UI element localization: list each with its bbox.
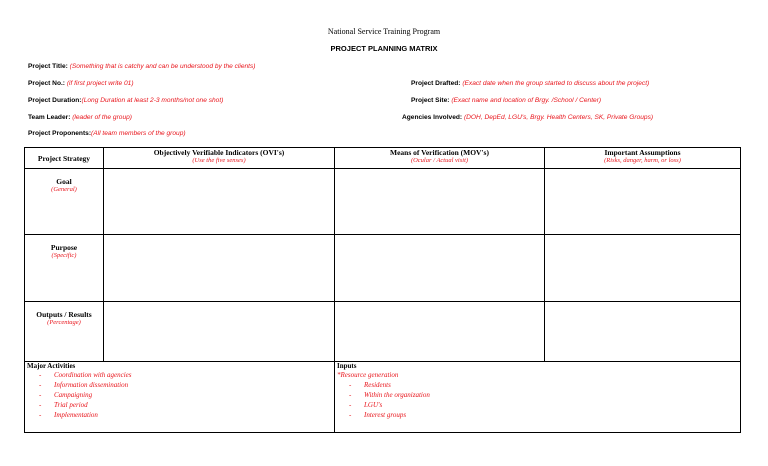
field-hint: (leader of the group) — [72, 114, 132, 121]
cell-goal-mov — [335, 169, 545, 235]
field-project-duration — [28, 97, 223, 104]
cell-purpose-ovi — [104, 235, 335, 302]
cell-goal-ovi — [104, 169, 335, 235]
matrix-row-outputs — [25, 302, 741, 362]
field-label: Project Site: — [411, 97, 450, 104]
field-project-site — [411, 97, 601, 104]
column-header-mov: Means of Verification (MOV's) (Ocular / Actual visit) — [335, 148, 545, 169]
cell-outputs-mov — [335, 302, 545, 362]
field-hint: (Exact name and location of Brgy. /School / Center) — [451, 97, 602, 104]
cell-outputs-assumptions — [545, 302, 741, 362]
field-project-no — [28, 80, 134, 87]
field-hint: (if first project write 01) — [66, 80, 134, 87]
planning-matrix-table — [24, 147, 741, 433]
matrix-header-row — [25, 148, 741, 169]
major-activities-title: Major Activities — [27, 362, 76, 370]
field-hint: (Long Duration at least 2-3 months/not one shot) — [81, 97, 224, 104]
page-title: PROJECT PLANNING MATRIX — [330, 44, 438, 53]
inputs-title: Inputs — [337, 362, 357, 370]
field-label: Project Title: — [28, 63, 68, 70]
list-item: - Information dissemination — [39, 381, 129, 389]
list-item: - Interest groups — [349, 411, 407, 419]
list-item: - Trial period — [39, 401, 88, 409]
field-hint: (All team members of the group) — [91, 130, 186, 137]
list-item: - Campaigning — [39, 391, 93, 399]
major-activities-list — [25, 370, 334, 420]
field-project-drafted — [411, 80, 649, 87]
inputs-cell — [335, 362, 741, 433]
field-hint: (Exact date when the group started to discuss about the project) — [462, 80, 650, 87]
cell-purpose-assumptions — [545, 235, 741, 302]
field-project-proponents — [28, 130, 186, 137]
field-label: Project Proponents: — [28, 130, 92, 137]
field-label: Team Leader: — [28, 114, 71, 121]
matrix-row-activities-inputs — [25, 362, 741, 433]
field-team-leader — [28, 114, 132, 121]
list-item: - Coordination with agencies — [39, 371, 132, 379]
list-item: - Implementation — [39, 411, 98, 419]
inputs-list — [335, 380, 740, 420]
column-header-assumptions: Important Assumptions (Risks, danger, harm, or loss) — [545, 148, 741, 169]
field-hint: (DOH, DepEd, LGU's, Brgy. Health Centers, SK, Private Groups) — [463, 114, 654, 121]
field-label: Agencies Involved: — [402, 114, 463, 121]
field-label: Project No.: — [28, 80, 66, 87]
row-label-outputs: Outputs / Results (Percentage) — [25, 302, 104, 362]
inputs-subtitle: *Resource generation — [337, 371, 399, 379]
matrix-row-goal — [25, 169, 741, 235]
program-name: National Service Training Program — [327, 27, 441, 36]
field-agencies-involved — [402, 114, 653, 121]
cell-purpose-mov — [335, 235, 545, 302]
field-label: Project Drafted: — [411, 80, 461, 87]
major-activities-cell — [25, 362, 335, 433]
cell-goal-assumptions — [545, 169, 741, 235]
list-item: - LGU's — [349, 401, 383, 409]
field-hint: (Something that is catchy and can be understood by the clients) — [69, 63, 256, 70]
column-header-ovi: Objectively Verifiable Indicators (OVI's) (Use the five senses) — [104, 148, 335, 169]
field-label: Project Duration: — [28, 97, 82, 104]
matrix-row-purpose — [25, 235, 741, 302]
list-item: - Within the organization — [349, 391, 430, 399]
row-label-purpose: Purpose (Specific) — [25, 235, 104, 302]
field-project-title — [28, 63, 256, 70]
column-header-project-strategy: Project Strategy — [25, 148, 104, 169]
row-label-goal: Goal (General) — [25, 169, 104, 235]
cell-outputs-ovi — [104, 302, 335, 362]
list-item: - Residents — [349, 381, 391, 389]
